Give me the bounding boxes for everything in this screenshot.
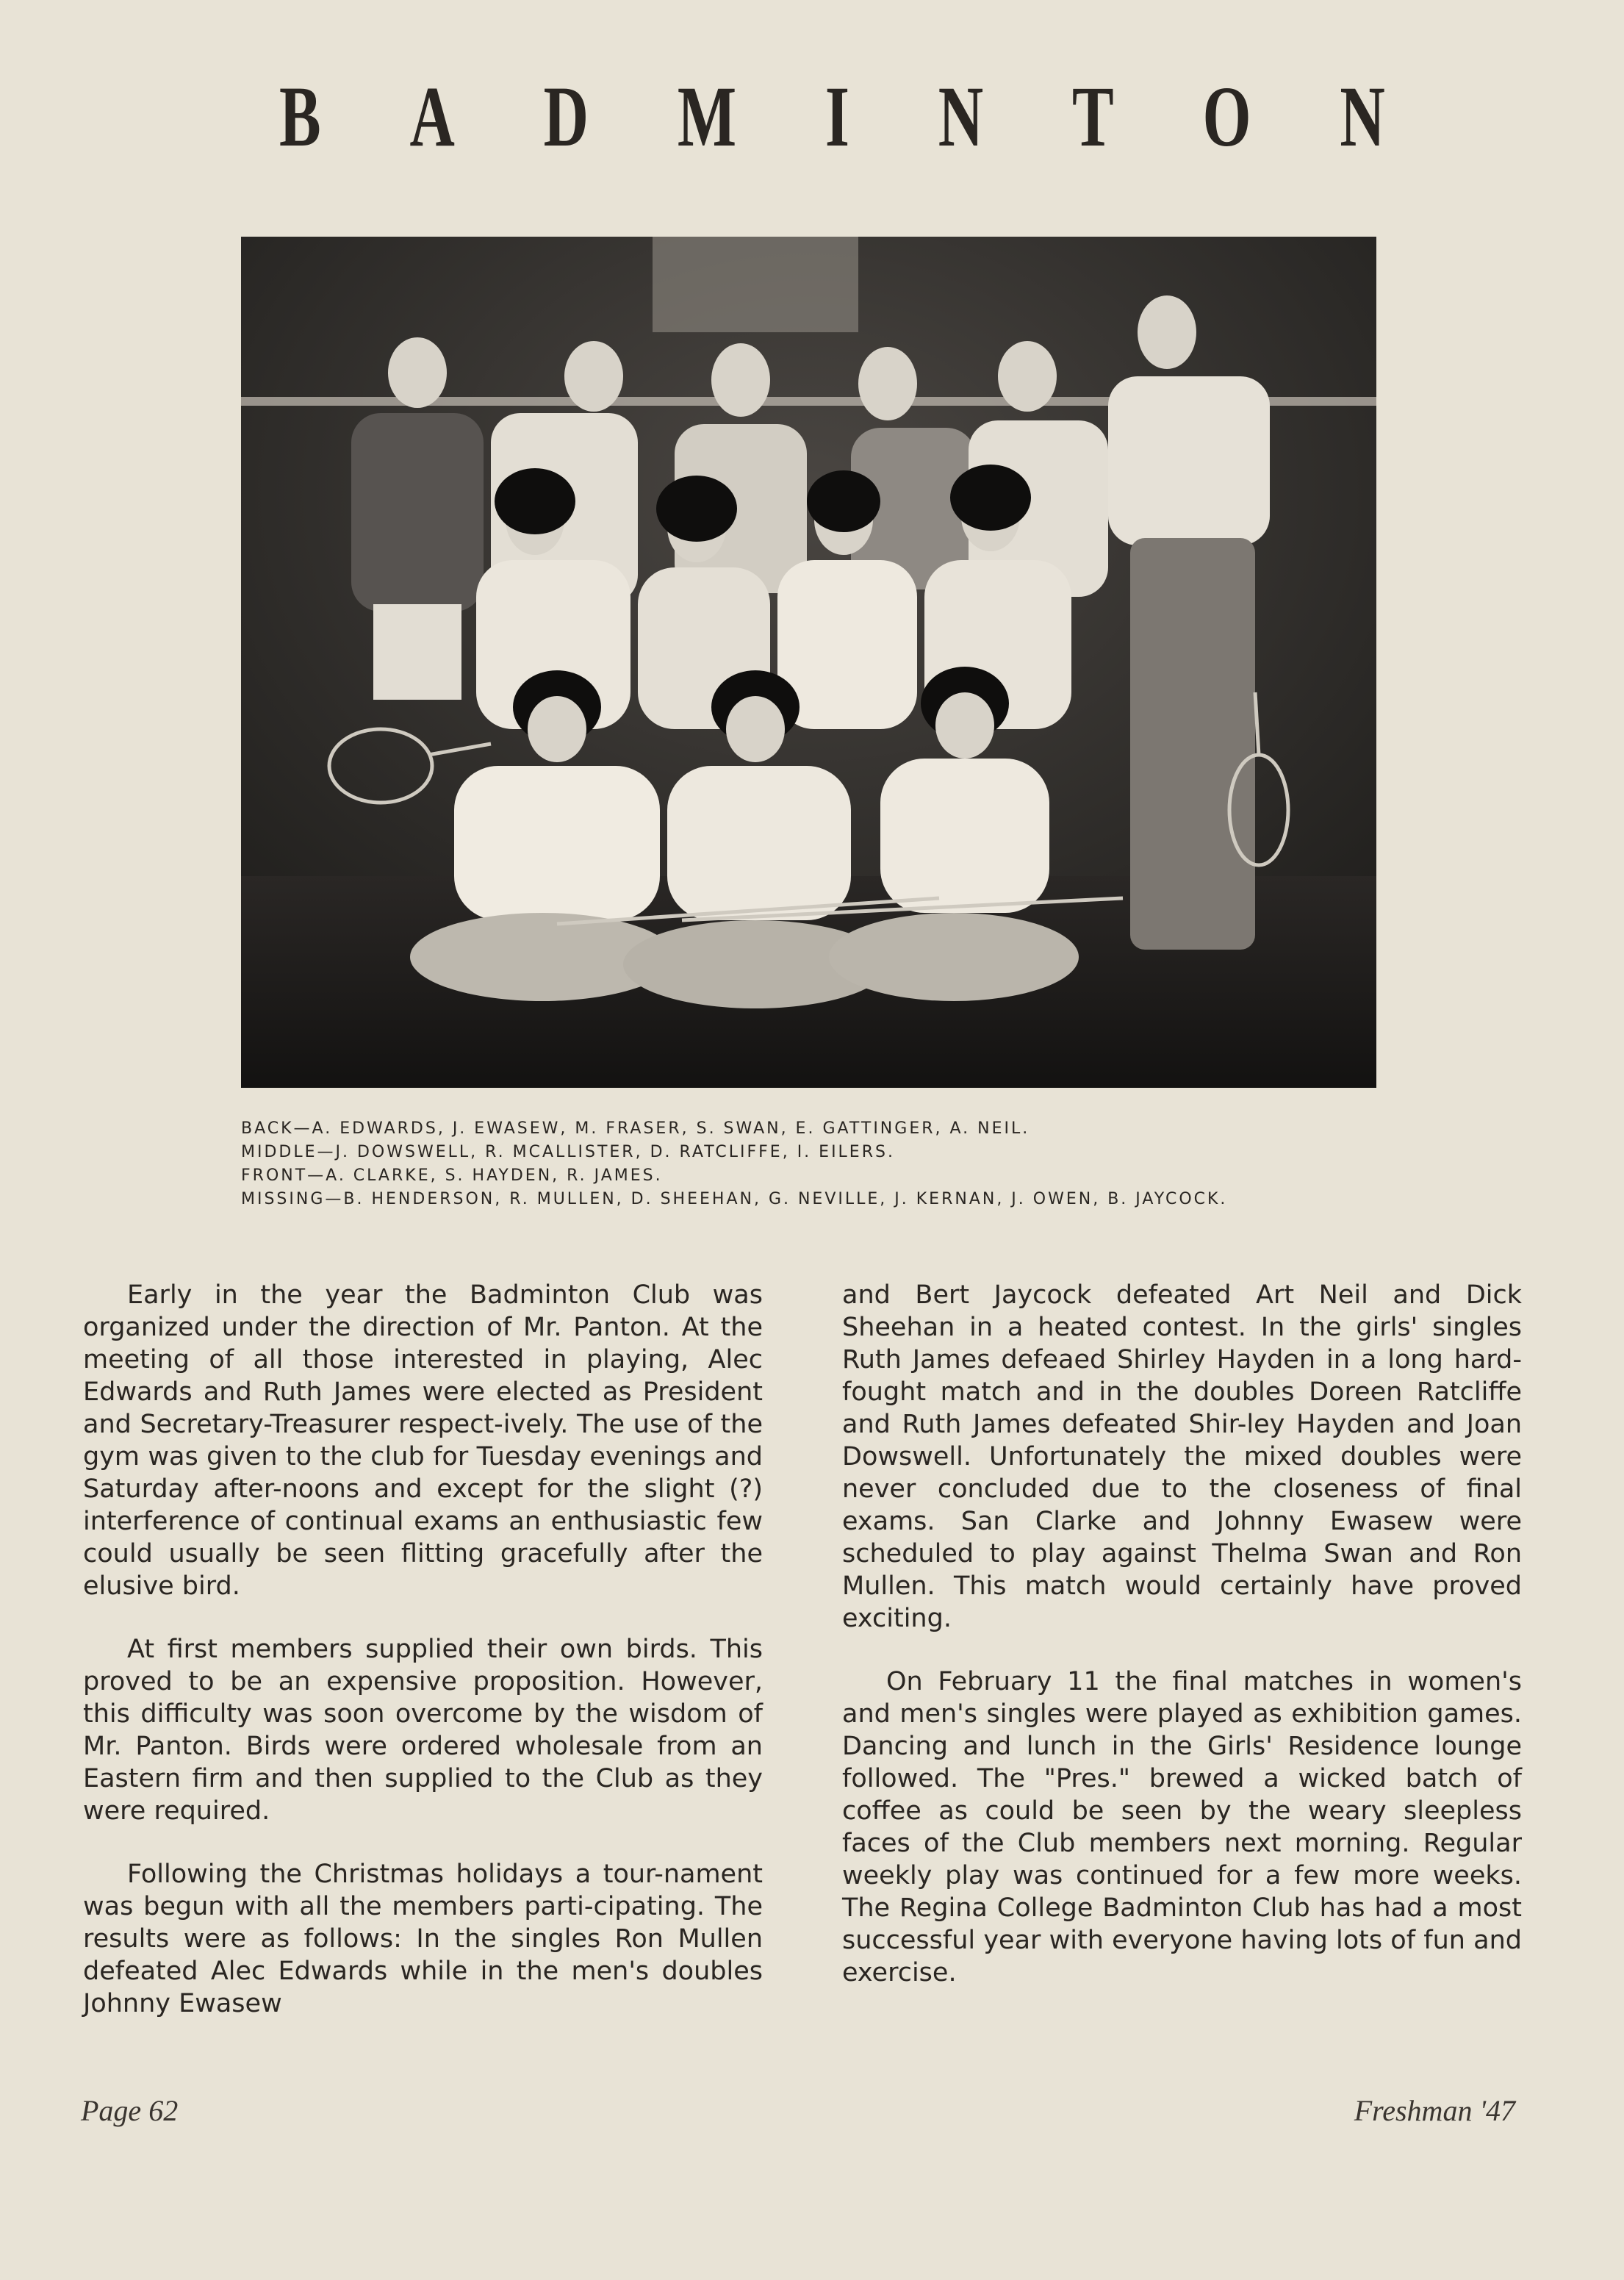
page-number: Page 62 bbox=[81, 2094, 179, 2127]
photo-captions bbox=[241, 1117, 1417, 1211]
title-letter: T bbox=[1071, 68, 1114, 165]
title-letter: N bbox=[1340, 68, 1385, 165]
title-letter: N bbox=[938, 68, 984, 165]
team-photo-icon bbox=[241, 237, 1376, 1088]
team-photo bbox=[241, 237, 1376, 1088]
page-title bbox=[279, 68, 1385, 165]
caption-missing bbox=[241, 1188, 1417, 1211]
article-right-column bbox=[842, 1279, 1522, 2020]
publication-name: Freshman '47 bbox=[1354, 2094, 1515, 2127]
caption-text: A. EDWARDS, J. EWASEW, M. FRASER, S. SWAN, E. GATTINGER, A. NEIL. bbox=[312, 1119, 1030, 1138]
caption-text: J. DOWSWELL, R. MCALLISTER, D. RATCLIFFE, I. EILERS. bbox=[335, 1143, 895, 1161]
caption-front bbox=[241, 1164, 1417, 1188]
article-paragraph: Following the Christmas holidays a tour-nament was begun with all the members parti-cipating. The results were as follows: In the singles Ron Mullen defeated Alec Edwards while in the men's doubles Johnny Ewasew bbox=[83, 1860, 763, 2018]
article-paragraph: At first members supplied their own birds. This proved to be an expensive proposition. However, this difficulty was soon overcome by the wisdom of Mr. Panton. Birds were ordered wholesale from an Eastern firm and then supplied to the Club as they were required. bbox=[83, 1635, 763, 1826]
title-letter: A bbox=[409, 68, 455, 165]
title-letter: M bbox=[677, 68, 737, 165]
title-letter: O bbox=[1202, 68, 1251, 165]
caption-text: B. HENDERSON, R. MULLEN, D. SHEEHAN, G. NEVILLE, J. KERNAN, J. OWEN, B. JAYCOCK. bbox=[343, 1190, 1228, 1208]
caption-label: MISSING — bbox=[241, 1188, 343, 1211]
article-paragraph: and Bert Jaycock defeated Art Neil and Dick Sheehan in a heated contest. In the girls' singles Ruth James defeaed Shirley Hayden in a long hard-fought match and in the doubles Doreen Ratcliffe and Ruth James defeated Shir-ley Hayden and Joan Dowswell. Unfortunately the mixed doubles were never concluded due to the closeness of final exams. San Clarke and Johnny Ewasew were scheduled to play against Thelma Swan and Ron Mullen. This match would certainly have proved exciting. bbox=[842, 1280, 1522, 1633]
article-paragraph: On February 11 the final matches in women's and men's singles were played as exhibition games. Dancing and lunch in the Girls' Residence lounge followed. The "Pres." brewed a wicked batch of coffee as could be seen by the weary sleepless faces of the Club members next morning. Regular weekly play was continued for a few more weeks. The Regina College Badminton Club has had a most successful year with everyone having lots of fun and exercise. bbox=[842, 1667, 1522, 1987]
article-paragraph: Early in the year the Badminton Club was organized under the direction of Mr. Panton. At the meeting of all those interested in playing, Alec Edwards and Ruth James were elected as President and Secretary-Treasurer respect-ively. The use of the gym was given to the club for Tuesday evenings and Saturday after-noons and except for the slight (?) interference of continual exams an enthusiastic few could usually be seen flitting gracefully after the elusive bird. bbox=[83, 1280, 763, 1601]
title-letter: D bbox=[543, 68, 589, 165]
caption-label: MIDDLE — bbox=[241, 1141, 336, 1164]
title-letter: B bbox=[279, 68, 321, 165]
caption-text: A. CLARKE, S. HAYDEN, R. JAMES. bbox=[326, 1166, 663, 1185]
caption-label: BACK — bbox=[241, 1117, 312, 1141]
title-letter: I bbox=[824, 68, 849, 165]
article-left-column bbox=[83, 1279, 763, 2051]
caption-label: FRONT — bbox=[241, 1164, 326, 1188]
caption-back bbox=[241, 1117, 1417, 1141]
caption-middle bbox=[241, 1141, 1417, 1164]
